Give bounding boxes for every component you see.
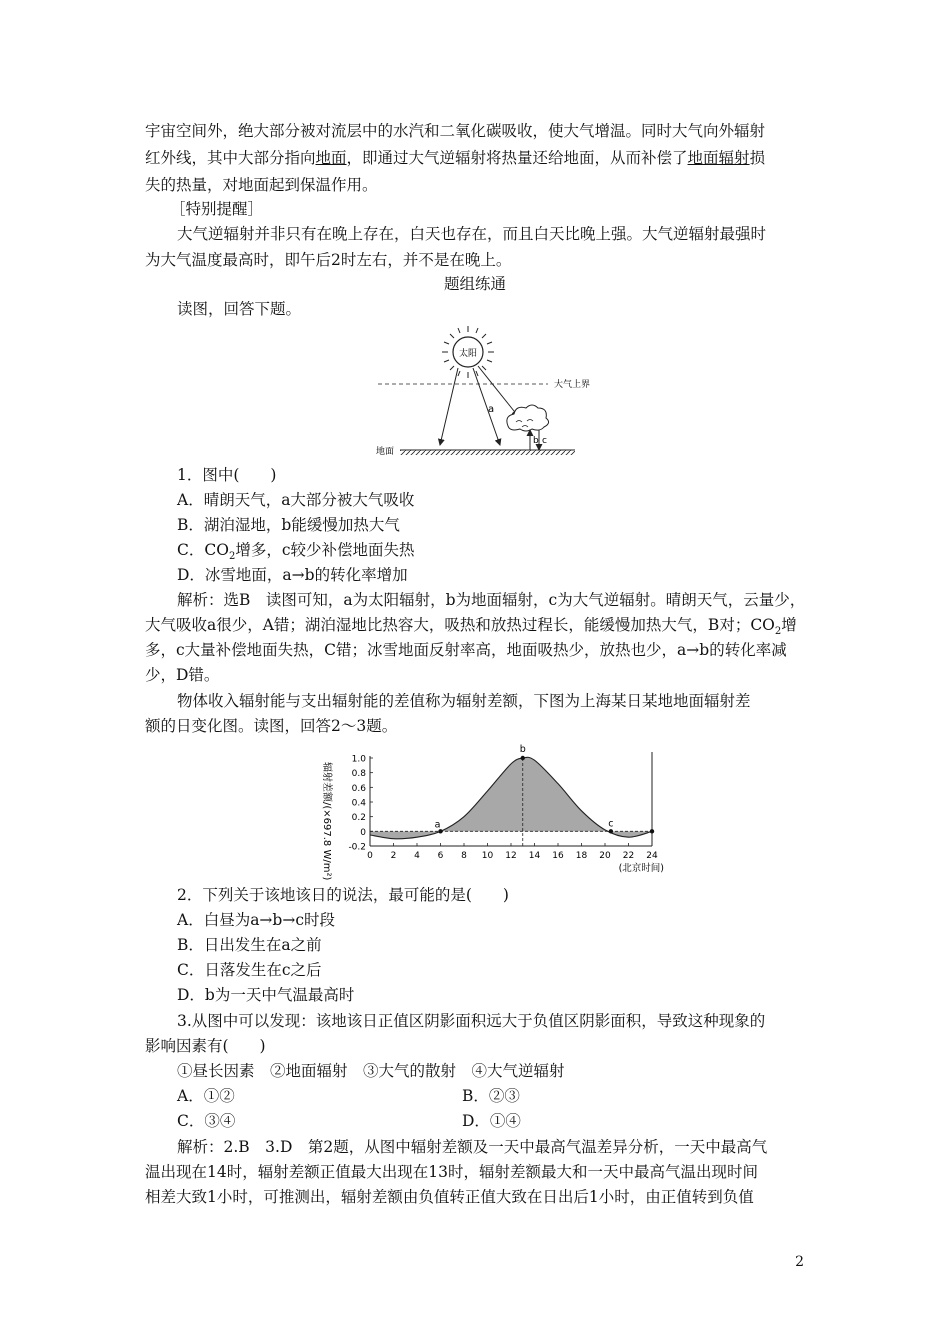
label-c: c — [542, 436, 547, 446]
option-b: B．②③ — [462, 1087, 520, 1105]
answer-line: 解析：2.B 3.D 第2题，从图中辐射差额及一天中最高气温差异分析，一天中最高气 — [177, 1138, 768, 1156]
y-tick-label: 0.6 — [351, 783, 366, 794]
option-c: C．日落发生在c之后 — [177, 961, 322, 979]
option-c: C．$CO_2$增多，c较少补偿地面失热 — [177, 541, 415, 563]
question-choices: ①昼长因素 ②地面辐射 ③大气的散射 ④大气逆辐射 — [177, 1062, 565, 1080]
x-tick-label: 6 — [437, 851, 444, 861]
sun-label: 太阳 — [458, 349, 478, 359]
paragraph-line: 红外线，其中大部分指向地面，即通过大气逆辐射将热量还给地面，从而补偿了地面辐射损 — [145, 149, 766, 167]
option-d: D．b为一天中气温最高时 — [177, 986, 355, 1004]
y-tick-label: 0.2 — [351, 813, 366, 824]
question-stem: 影响因素有( ) — [145, 1037, 266, 1055]
option-a: A．①② — [177, 1087, 235, 1105]
intro-line: 物体收入辐射能与支出辐射能的差值称为辐射差额，下图为上海某日某地地面辐射差 — [177, 692, 751, 710]
point-label-a: a — [434, 819, 441, 831]
answer-line: 温出现在14时，辐射差额正值最大出现在13时，辐射差额最大和一天中最高气温出现时间 — [145, 1163, 758, 1181]
y-tick-label: 1.0 — [351, 754, 366, 765]
solar-radiation-arrow — [473, 368, 500, 445]
x-tick-label: 2 — [390, 851, 397, 861]
x-tick-label: 22 — [622, 851, 635, 861]
x-tick-label: 0 — [367, 851, 373, 861]
atmosphere-top-label: 大气上界 — [554, 380, 591, 390]
y-tick-label: 0.4 — [351, 798, 366, 809]
ground-hatch — [400, 450, 575, 455]
option-a: A．白昼为a→b→c时段 — [177, 911, 336, 929]
x-tick-label: 8 — [461, 851, 467, 861]
paragraph-line: 宇宙空间外，绝大部分被对流层中的水汽和二氧化碳吸收，使大气增温。同时大气向外辐射 — [145, 122, 766, 140]
intro-line: 读图，回答下题。 — [177, 300, 302, 318]
page-number: 2 — [795, 1254, 804, 1270]
point-b — [521, 756, 525, 760]
chart-xlabel: (北京时间) — [618, 863, 664, 874]
radiation-balance-chart — [318, 742, 678, 882]
option-a: A．晴朗天气，a大部分被大气吸收 — [177, 491, 415, 509]
option-d: D．①④ — [462, 1112, 521, 1130]
cloud-icon — [507, 405, 549, 431]
y-tick-label: 0 — [360, 827, 366, 838]
section-title: 题组练通 — [443, 275, 506, 293]
question-stem: 2．下列关于该地该日的说法，最可能的是( ) — [177, 886, 509, 904]
option-b: B．湖泊湿地，b能缓慢加热大气 — [177, 516, 400, 534]
intro-line: 额的日变化图。读图，回答2～3题。 — [145, 717, 398, 735]
tip-line: 为大气温度最高时，即午后2时左右，并不是在晚上。 — [145, 251, 512, 269]
end-point — [650, 829, 654, 833]
label-b: b — [533, 436, 539, 446]
point-label-c: c — [608, 818, 614, 830]
sun-ray-arrow — [478, 366, 518, 416]
tip-line: 大气逆辐射并非只有在晚上存在，白天也存在，而且白天比晚上强。大气逆辐射最强时 — [177, 225, 767, 243]
x-tick-label: 18 — [575, 851, 588, 861]
option-c: C．③④ — [177, 1112, 236, 1130]
paragraph-line: 失的热量，对地面起到保温作用。 — [145, 176, 378, 194]
x-tick-label: 24 — [646, 851, 658, 861]
x-tick-label: 20 — [599, 851, 611, 861]
radiation-diagram — [370, 326, 600, 466]
answer-line: 多，c大量补偿地面失热，C错；冰雪地面反射率高，地面吸热少，放热也少，a→b的转化率减 — [145, 641, 787, 659]
answer-line: 少，D错。 — [145, 666, 220, 684]
answer-line: 解析：选B 读图可知，a为太阳辐射，b为地面辐射，c为大气逆辐射。晴朗天气，云量少， — [177, 591, 806, 609]
answer-line: 相差大致1小时，可推测出，辐射差额由负值转正值大致在日出后1小时，由正值转到负值 — [145, 1188, 754, 1206]
y-tick-label: -0.2 — [348, 842, 366, 853]
y-tick-label: 0.8 — [351, 769, 366, 780]
chart-ylabel: 辐射差额/(×697.8 W/m²) — [321, 762, 332, 881]
answer-line: 大气吸收a很少，A错；湖泊湿地比热容大，吸热和放热过程长，能缓慢加热大气，B对；$CO_2$增 — [145, 616, 797, 638]
question-stem: 1．图中( ) — [177, 466, 277, 484]
x-tick-label: 12 — [505, 851, 517, 861]
x-tick-label: 4 — [414, 851, 420, 861]
question-stem: 3.从图中可以发现：该地该日正值区阴影面积远大于负值区阴影面积，导致这种现象的 — [177, 1012, 766, 1030]
tip-title: ［特别提醒］ — [170, 200, 264, 218]
label-a: a — [488, 404, 495, 415]
point-c — [609, 829, 613, 833]
point-label-b: b — [519, 744, 526, 755]
x-tick-label: 10 — [481, 851, 494, 861]
x-tick-label: 14 — [528, 851, 541, 861]
sun-ray-arrow — [440, 368, 458, 445]
option-d: D．冰雪地面，a→b的转化率增加 — [177, 566, 408, 584]
ground-label: 地面 — [376, 447, 395, 457]
x-tick-label: 16 — [552, 851, 564, 861]
option-b: B．日出发生在a之前 — [177, 936, 322, 954]
